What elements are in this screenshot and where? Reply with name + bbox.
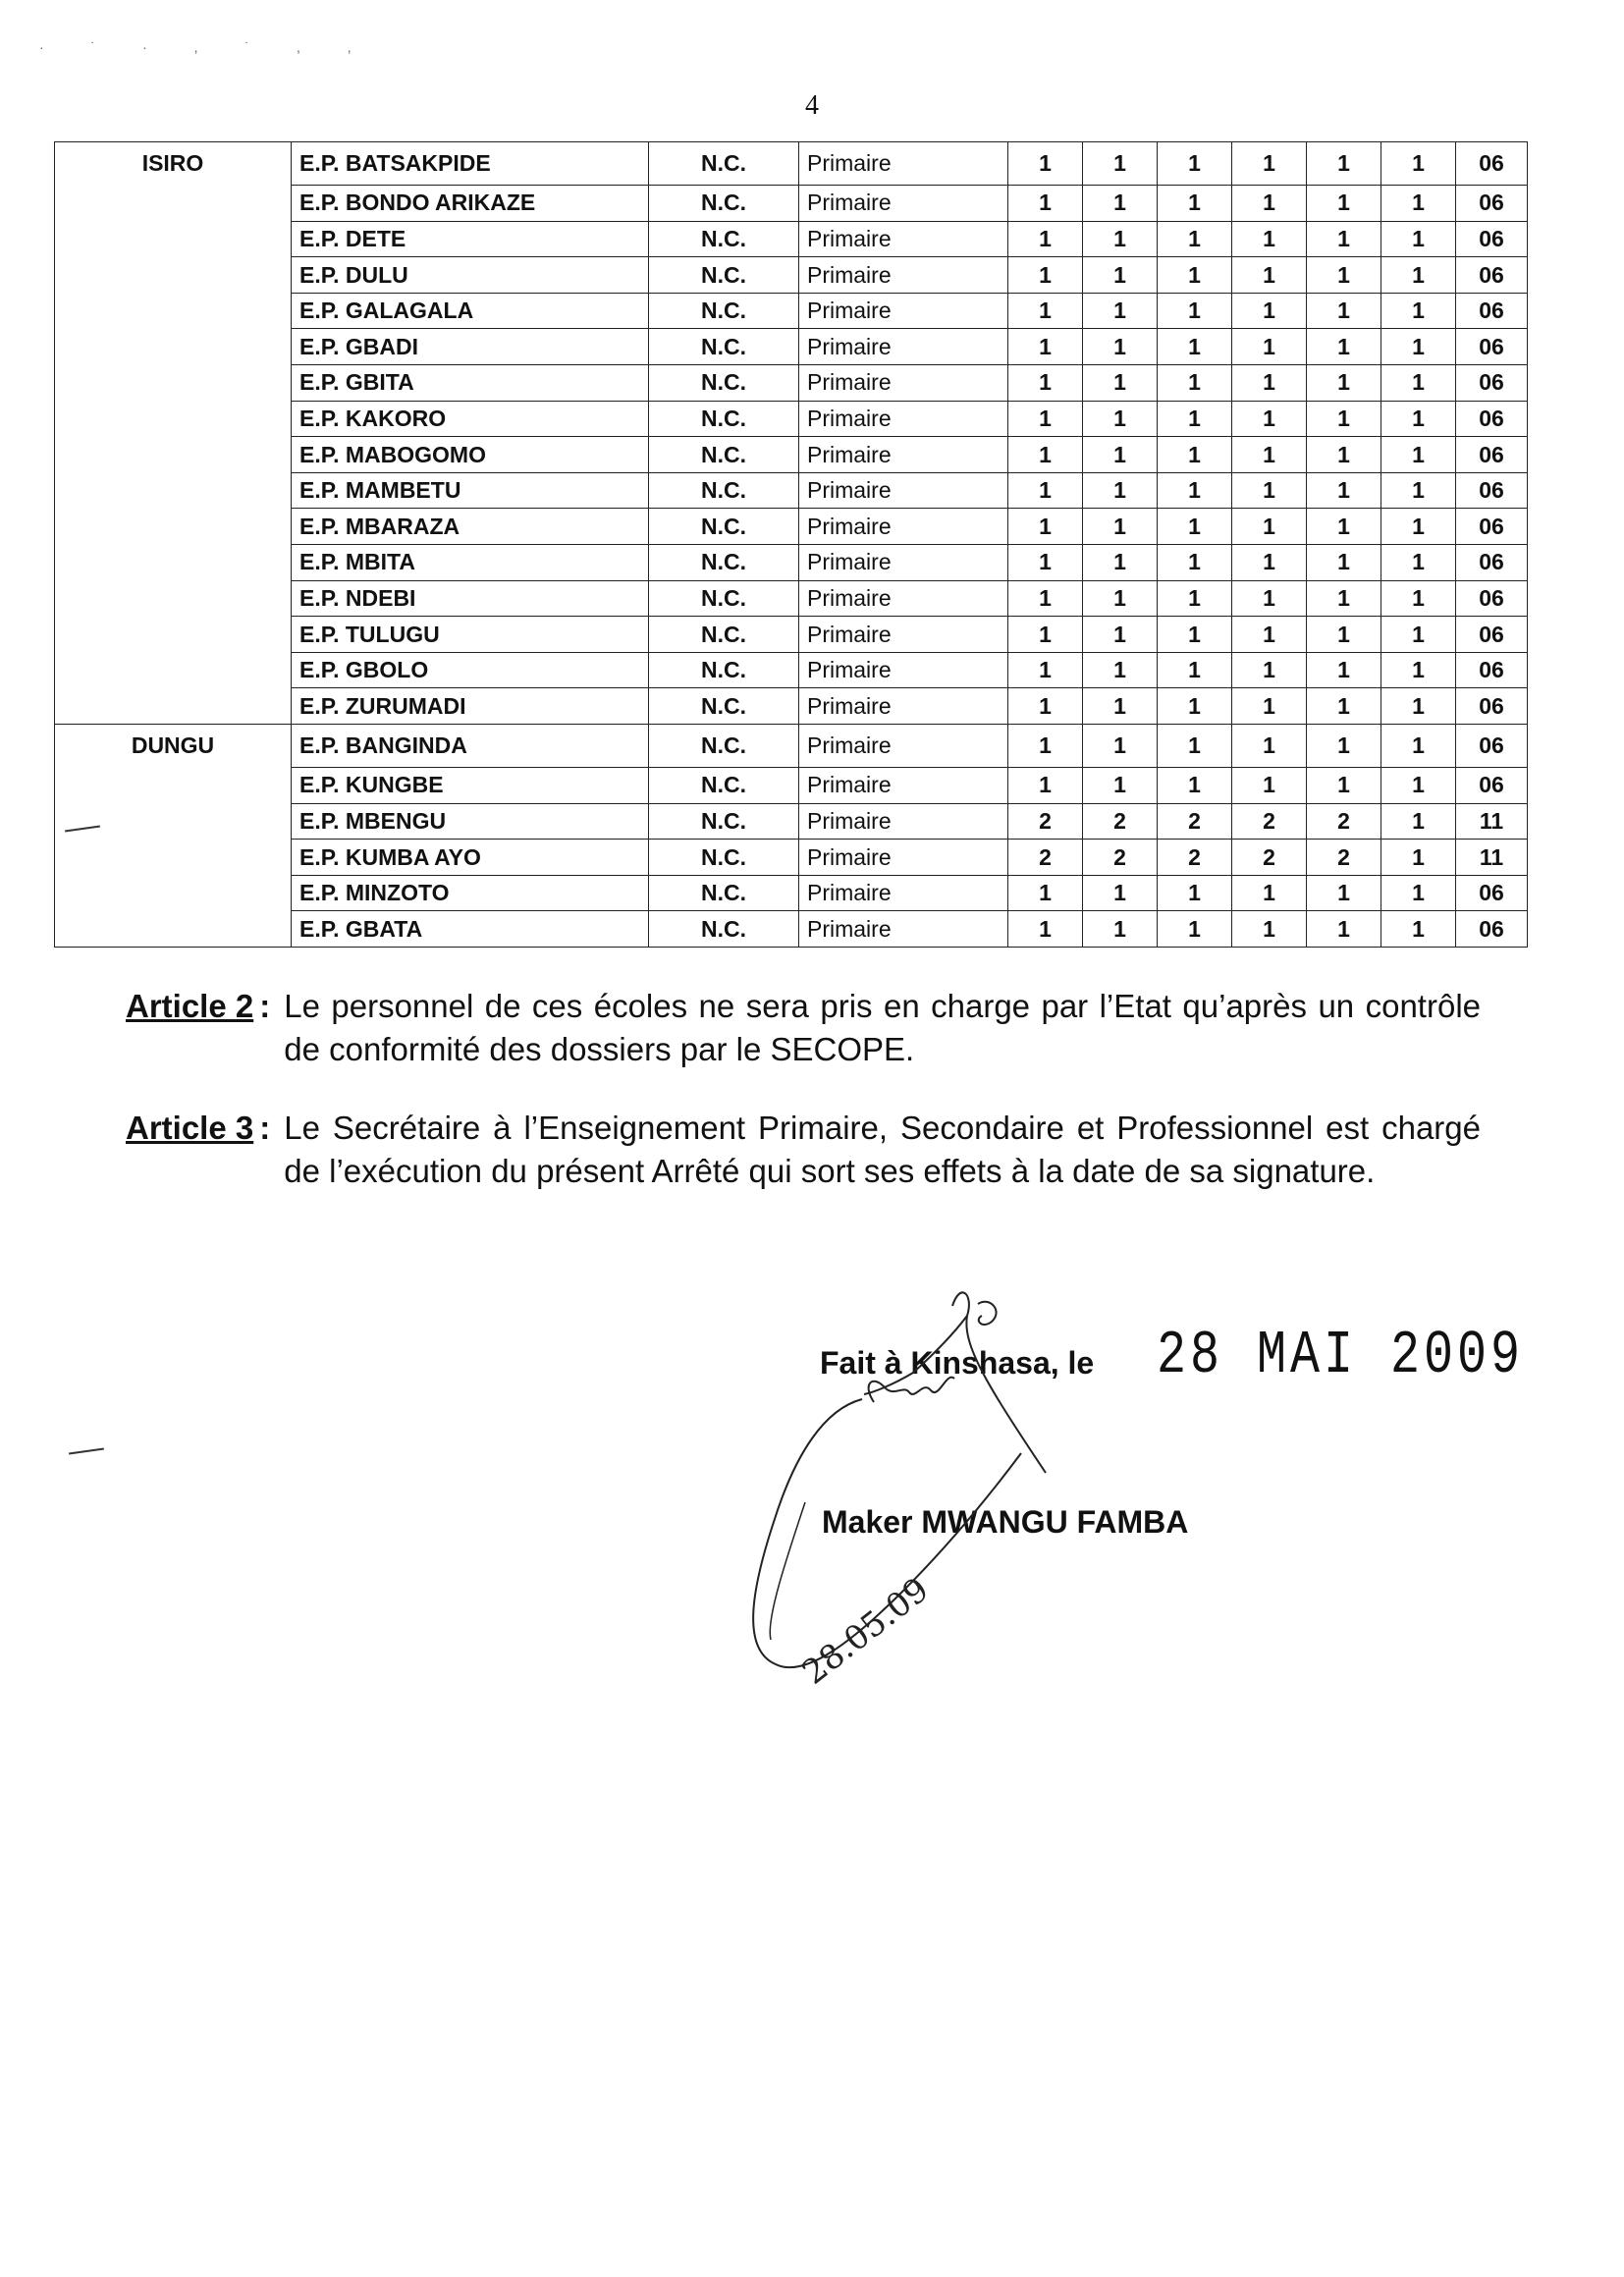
count-cell: 1 xyxy=(1083,437,1158,473)
count-cell: 1 xyxy=(1158,186,1232,222)
school-name: E.P. MAMBETU xyxy=(292,472,649,509)
article-colon: : xyxy=(259,988,271,1024)
table-row xyxy=(55,142,1528,186)
table-row xyxy=(55,803,1528,840)
count-cell: 1 xyxy=(1083,293,1158,329)
school-level: Primaire xyxy=(799,401,1008,437)
school-status: N.C. xyxy=(649,329,799,365)
article-label: Article 3 xyxy=(126,1110,254,1146)
date-stamp: 28 MAI 2009 xyxy=(1157,1321,1525,1392)
table-row xyxy=(55,329,1528,365)
count-cell: 1 xyxy=(1158,365,1232,402)
count-cell: 1 xyxy=(1232,725,1307,768)
count-cell: 1 xyxy=(1232,545,1307,581)
handwritten-date: 28.05.09 xyxy=(794,1570,937,1693)
school-level: Primaire xyxy=(799,142,1008,186)
school-name: E.P. BATSAKPIDE xyxy=(292,142,649,186)
count-cell: 1 xyxy=(1232,472,1307,509)
margin-dash xyxy=(69,1448,104,1455)
count-cell: 1 xyxy=(1158,768,1232,804)
count-cell: 1 xyxy=(1307,329,1381,365)
count-cell: 1 xyxy=(1232,257,1307,294)
school-status: N.C. xyxy=(649,725,799,768)
count-cell: 1 xyxy=(1008,142,1083,186)
school-name: E.P. BANGINDA xyxy=(292,725,649,768)
school-status: N.C. xyxy=(649,580,799,617)
count-cell: 2 xyxy=(1083,803,1158,840)
total-cell: 06 xyxy=(1456,142,1528,186)
count-cell: 1 xyxy=(1008,688,1083,725)
count-cell: 1 xyxy=(1307,257,1381,294)
count-cell: 1 xyxy=(1381,840,1456,876)
table-row xyxy=(55,911,1528,948)
article-label: Article 2 xyxy=(126,988,254,1024)
count-cell: 1 xyxy=(1008,875,1083,911)
school-status: N.C. xyxy=(649,652,799,688)
school-name: E.P. MBENGU xyxy=(292,803,649,840)
count-cell: 1 xyxy=(1381,617,1456,653)
count-cell: 1 xyxy=(1008,580,1083,617)
count-cell: 1 xyxy=(1008,293,1083,329)
count-cell: 1 xyxy=(1083,509,1158,545)
count-cell: 1 xyxy=(1083,142,1158,186)
count-cell: 1 xyxy=(1232,652,1307,688)
school-name: E.P. GBATA xyxy=(292,911,649,948)
table-row xyxy=(55,725,1528,768)
count-cell: 1 xyxy=(1381,688,1456,725)
count-cell: 1 xyxy=(1381,472,1456,509)
total-cell: 06 xyxy=(1456,186,1528,222)
school-level: Primaire xyxy=(799,875,1008,911)
table-row xyxy=(55,437,1528,473)
article-text: Le personnel de ces écoles ne sera pris en charge par l’Etat qu’après un contrôle de conformité des dossiers par le SECOPE. xyxy=(284,988,1481,1067)
count-cell: 1 xyxy=(1381,401,1456,437)
count-cell: 1 xyxy=(1158,221,1232,257)
school-status: N.C. xyxy=(649,401,799,437)
district-cell-empty xyxy=(55,221,292,257)
school-level: Primaire xyxy=(799,509,1008,545)
article-3 xyxy=(126,1107,1481,1193)
table-row xyxy=(55,768,1528,804)
count-cell: 1 xyxy=(1307,509,1381,545)
count-cell: 1 xyxy=(1307,725,1381,768)
count-cell: 1 xyxy=(1158,509,1232,545)
count-cell: 1 xyxy=(1158,257,1232,294)
total-cell: 06 xyxy=(1456,509,1528,545)
district-cell-empty xyxy=(55,293,292,329)
count-cell: 1 xyxy=(1381,293,1456,329)
district-cell-empty xyxy=(55,875,292,911)
school-status: N.C. xyxy=(649,186,799,222)
count-cell: 2 xyxy=(1232,803,1307,840)
school-status: N.C. xyxy=(649,293,799,329)
district-cell-empty xyxy=(55,768,292,804)
school-level: Primaire xyxy=(799,652,1008,688)
school-status: N.C. xyxy=(649,875,799,911)
school-status: N.C. xyxy=(649,437,799,473)
school-level: Primaire xyxy=(799,293,1008,329)
school-name: E.P. MBARAZA xyxy=(292,509,649,545)
count-cell: 2 xyxy=(1158,803,1232,840)
school-status: N.C. xyxy=(649,221,799,257)
count-cell: 1 xyxy=(1232,437,1307,473)
count-cell: 1 xyxy=(1232,142,1307,186)
total-cell: 06 xyxy=(1456,472,1528,509)
count-cell: 1 xyxy=(1083,768,1158,804)
count-cell: 1 xyxy=(1008,617,1083,653)
count-cell: 1 xyxy=(1158,293,1232,329)
total-cell: 06 xyxy=(1456,221,1528,257)
count-cell: 1 xyxy=(1381,509,1456,545)
count-cell: 1 xyxy=(1083,545,1158,581)
school-level: Primaire xyxy=(799,768,1008,804)
count-cell: 1 xyxy=(1083,652,1158,688)
total-cell: 11 xyxy=(1456,840,1528,876)
count-cell: 2 xyxy=(1083,840,1158,876)
count-cell: 1 xyxy=(1008,725,1083,768)
total-cell: 11 xyxy=(1456,803,1528,840)
school-status: N.C. xyxy=(649,911,799,948)
count-cell: 1 xyxy=(1232,329,1307,365)
school-name: E.P. NDEBI xyxy=(292,580,649,617)
count-cell: 1 xyxy=(1307,186,1381,222)
count-cell: 1 xyxy=(1083,221,1158,257)
total-cell: 06 xyxy=(1456,365,1528,402)
table-row xyxy=(55,545,1528,581)
count-cell: 1 xyxy=(1232,293,1307,329)
count-cell: 1 xyxy=(1381,580,1456,617)
district-cell-empty xyxy=(55,509,292,545)
count-cell: 2 xyxy=(1158,840,1232,876)
page-number: 4 xyxy=(805,90,819,121)
count-cell: 1 xyxy=(1158,329,1232,365)
count-cell: 1 xyxy=(1307,875,1381,911)
count-cell: 1 xyxy=(1381,875,1456,911)
school-name: E.P. MBITA xyxy=(292,545,649,581)
count-cell: 1 xyxy=(1008,329,1083,365)
district-cell-empty xyxy=(55,840,292,876)
count-cell: 1 xyxy=(1232,580,1307,617)
count-cell: 1 xyxy=(1158,911,1232,948)
total-cell: 06 xyxy=(1456,257,1528,294)
district-cell: ISIRO xyxy=(55,142,292,186)
count-cell: 1 xyxy=(1381,768,1456,804)
count-cell: 1 xyxy=(1232,875,1307,911)
count-cell: 1 xyxy=(1307,617,1381,653)
table-row xyxy=(55,580,1528,617)
school-name: E.P. GALAGALA xyxy=(292,293,649,329)
district-cell: DUNGU xyxy=(55,725,292,768)
total-cell: 06 xyxy=(1456,293,1528,329)
count-cell: 1 xyxy=(1307,911,1381,948)
school-name: E.P. KUNGBE xyxy=(292,768,649,804)
count-cell: 1 xyxy=(1307,472,1381,509)
count-cell: 1 xyxy=(1083,580,1158,617)
school-status: N.C. xyxy=(649,803,799,840)
district-cell-empty xyxy=(55,617,292,653)
count-cell: 1 xyxy=(1232,221,1307,257)
count-cell: 1 xyxy=(1381,725,1456,768)
school-name: E.P. DETE xyxy=(292,221,649,257)
school-status: N.C. xyxy=(649,840,799,876)
count-cell: 1 xyxy=(1381,803,1456,840)
count-cell: 1 xyxy=(1008,186,1083,222)
count-cell: 1 xyxy=(1307,652,1381,688)
article-2 xyxy=(126,985,1481,1071)
count-cell: 1 xyxy=(1381,437,1456,473)
table-row xyxy=(55,401,1528,437)
count-cell: 1 xyxy=(1381,911,1456,948)
count-cell: 2 xyxy=(1232,840,1307,876)
count-cell: 1 xyxy=(1307,221,1381,257)
school-level: Primaire xyxy=(799,580,1008,617)
school-status: N.C. xyxy=(649,142,799,186)
count-cell: 1 xyxy=(1307,580,1381,617)
school-name: E.P. GBOLO xyxy=(292,652,649,688)
count-cell: 1 xyxy=(1307,142,1381,186)
count-cell: 1 xyxy=(1008,509,1083,545)
count-cell: 1 xyxy=(1158,142,1232,186)
table-body xyxy=(55,142,1528,948)
count-cell: 1 xyxy=(1158,617,1232,653)
total-cell: 06 xyxy=(1456,652,1528,688)
school-name: E.P. GBADI xyxy=(292,329,649,365)
count-cell: 1 xyxy=(1008,221,1083,257)
count-cell: 2 xyxy=(1008,840,1083,876)
count-cell: 1 xyxy=(1083,329,1158,365)
school-name: E.P. GBITA xyxy=(292,365,649,402)
school-status: N.C. xyxy=(649,472,799,509)
count-cell: 1 xyxy=(1381,545,1456,581)
count-cell: 1 xyxy=(1232,688,1307,725)
count-cell: 1 xyxy=(1008,768,1083,804)
school-status: N.C. xyxy=(649,509,799,545)
table-row xyxy=(55,688,1528,725)
school-level: Primaire xyxy=(799,329,1008,365)
count-cell: 1 xyxy=(1008,437,1083,473)
total-cell: 06 xyxy=(1456,688,1528,725)
total-cell: 06 xyxy=(1456,545,1528,581)
table-row xyxy=(55,221,1528,257)
count-cell: 1 xyxy=(1083,186,1158,222)
count-cell: 1 xyxy=(1083,911,1158,948)
count-cell: 1 xyxy=(1158,437,1232,473)
school-status: N.C. xyxy=(649,768,799,804)
scan-specks: · ˙ · , ˙ , , xyxy=(39,39,373,55)
signer-name: Maker MWANGU FAMBA xyxy=(822,1504,1189,1540)
school-status: N.C. xyxy=(649,688,799,725)
school-level: Primaire xyxy=(799,840,1008,876)
count-cell: 2 xyxy=(1008,803,1083,840)
count-cell: 1 xyxy=(1381,186,1456,222)
school-name: E.P. TULUGU xyxy=(292,617,649,653)
count-cell: 1 xyxy=(1307,768,1381,804)
total-cell: 06 xyxy=(1456,329,1528,365)
schools-table xyxy=(54,141,1528,948)
table-row xyxy=(55,257,1528,294)
school-status: N.C. xyxy=(649,365,799,402)
district-cell-empty xyxy=(55,437,292,473)
school-name: E.P. MINZOTO xyxy=(292,875,649,911)
count-cell: 1 xyxy=(1381,365,1456,402)
count-cell: 1 xyxy=(1008,365,1083,402)
school-level: Primaire xyxy=(799,257,1008,294)
count-cell: 1 xyxy=(1008,257,1083,294)
count-cell: 1 xyxy=(1307,293,1381,329)
count-cell: 1 xyxy=(1307,688,1381,725)
count-cell: 1 xyxy=(1083,472,1158,509)
count-cell: 1 xyxy=(1083,401,1158,437)
count-cell: 1 xyxy=(1008,545,1083,581)
count-cell: 1 xyxy=(1232,768,1307,804)
table-row xyxy=(55,875,1528,911)
count-cell: 1 xyxy=(1158,652,1232,688)
count-cell: 1 xyxy=(1381,652,1456,688)
district-cell-empty xyxy=(55,186,292,222)
count-cell: 1 xyxy=(1232,509,1307,545)
total-cell: 06 xyxy=(1456,401,1528,437)
school-level: Primaire xyxy=(799,472,1008,509)
total-cell: 06 xyxy=(1456,580,1528,617)
district-cell-empty xyxy=(55,329,292,365)
school-name: E.P. BONDO ARIKAZE xyxy=(292,186,649,222)
table-row xyxy=(55,840,1528,876)
count-cell: 1 xyxy=(1083,725,1158,768)
count-cell: 1 xyxy=(1158,580,1232,617)
school-level: Primaire xyxy=(799,617,1008,653)
count-cell: 1 xyxy=(1158,472,1232,509)
district-cell-empty xyxy=(55,803,292,840)
count-cell: 1 xyxy=(1158,875,1232,911)
total-cell: 06 xyxy=(1456,875,1528,911)
count-cell: 1 xyxy=(1008,652,1083,688)
school-name: E.P. ZURUMADI xyxy=(292,688,649,725)
district-cell-empty xyxy=(55,257,292,294)
count-cell: 1 xyxy=(1307,545,1381,581)
count-cell: 1 xyxy=(1083,875,1158,911)
count-cell: 1 xyxy=(1381,142,1456,186)
article-colon: : xyxy=(259,1110,271,1146)
count-cell: 1 xyxy=(1307,365,1381,402)
count-cell: 1 xyxy=(1083,688,1158,725)
count-cell: 1 xyxy=(1232,617,1307,653)
table-row xyxy=(55,509,1528,545)
school-level: Primaire xyxy=(799,911,1008,948)
school-status: N.C. xyxy=(649,617,799,653)
table-row xyxy=(55,293,1528,329)
school-name: E.P. MABOGOMO xyxy=(292,437,649,473)
count-cell: 1 xyxy=(1158,688,1232,725)
count-cell: 2 xyxy=(1307,803,1381,840)
school-level: Primaire xyxy=(799,186,1008,222)
district-cell-empty xyxy=(55,365,292,402)
total-cell: 06 xyxy=(1456,911,1528,948)
school-level: Primaire xyxy=(799,365,1008,402)
district-cell-empty xyxy=(55,580,292,617)
count-cell: 1 xyxy=(1158,545,1232,581)
article-text: Le Secrétaire à l’Enseignement Primaire, Secondaire et Professionnel est chargé de l’exécution du présent Arrêté qui sort ses effets à la date de sa signature. xyxy=(284,1110,1481,1189)
school-name: E.P. KUMBA AYO xyxy=(292,840,649,876)
school-level: Primaire xyxy=(799,725,1008,768)
count-cell: 1 xyxy=(1083,365,1158,402)
count-cell: 2 xyxy=(1307,840,1381,876)
count-cell: 1 xyxy=(1307,401,1381,437)
count-cell: 1 xyxy=(1158,401,1232,437)
count-cell: 1 xyxy=(1381,257,1456,294)
count-cell: 1 xyxy=(1232,365,1307,402)
count-cell: 1 xyxy=(1083,257,1158,294)
school-name: E.P. DULU xyxy=(292,257,649,294)
count-cell: 1 xyxy=(1008,472,1083,509)
school-status: N.C. xyxy=(649,545,799,581)
total-cell: 06 xyxy=(1456,768,1528,804)
school-name: E.P. KAKORO xyxy=(292,401,649,437)
school-level: Primaire xyxy=(799,437,1008,473)
school-status: N.C. xyxy=(649,257,799,294)
place-line: Fait à Kinshasa, le xyxy=(820,1345,1095,1381)
table-row xyxy=(55,617,1528,653)
count-cell: 1 xyxy=(1307,437,1381,473)
total-cell: 06 xyxy=(1456,437,1528,473)
count-cell: 1 xyxy=(1008,401,1083,437)
table-row xyxy=(55,472,1528,509)
total-cell: 06 xyxy=(1456,617,1528,653)
count-cell: 1 xyxy=(1232,401,1307,437)
school-level: Primaire xyxy=(799,803,1008,840)
count-cell: 1 xyxy=(1381,329,1456,365)
count-cell: 1 xyxy=(1232,186,1307,222)
count-cell: 1 xyxy=(1381,221,1456,257)
count-cell: 1 xyxy=(1083,617,1158,653)
school-level: Primaire xyxy=(799,545,1008,581)
district-cell-empty xyxy=(55,911,292,948)
count-cell: 1 xyxy=(1232,911,1307,948)
district-cell-empty xyxy=(55,688,292,725)
count-cell: 1 xyxy=(1158,725,1232,768)
district-cell-empty xyxy=(55,401,292,437)
count-cell: 1 xyxy=(1008,911,1083,948)
table-row xyxy=(55,365,1528,402)
district-cell-empty xyxy=(55,545,292,581)
table-row xyxy=(55,186,1528,222)
school-level: Primaire xyxy=(799,688,1008,725)
total-cell: 06 xyxy=(1456,725,1528,768)
district-cell-empty xyxy=(55,652,292,688)
district-cell-empty xyxy=(55,472,292,509)
table-row xyxy=(55,652,1528,688)
school-level: Primaire xyxy=(799,221,1008,257)
